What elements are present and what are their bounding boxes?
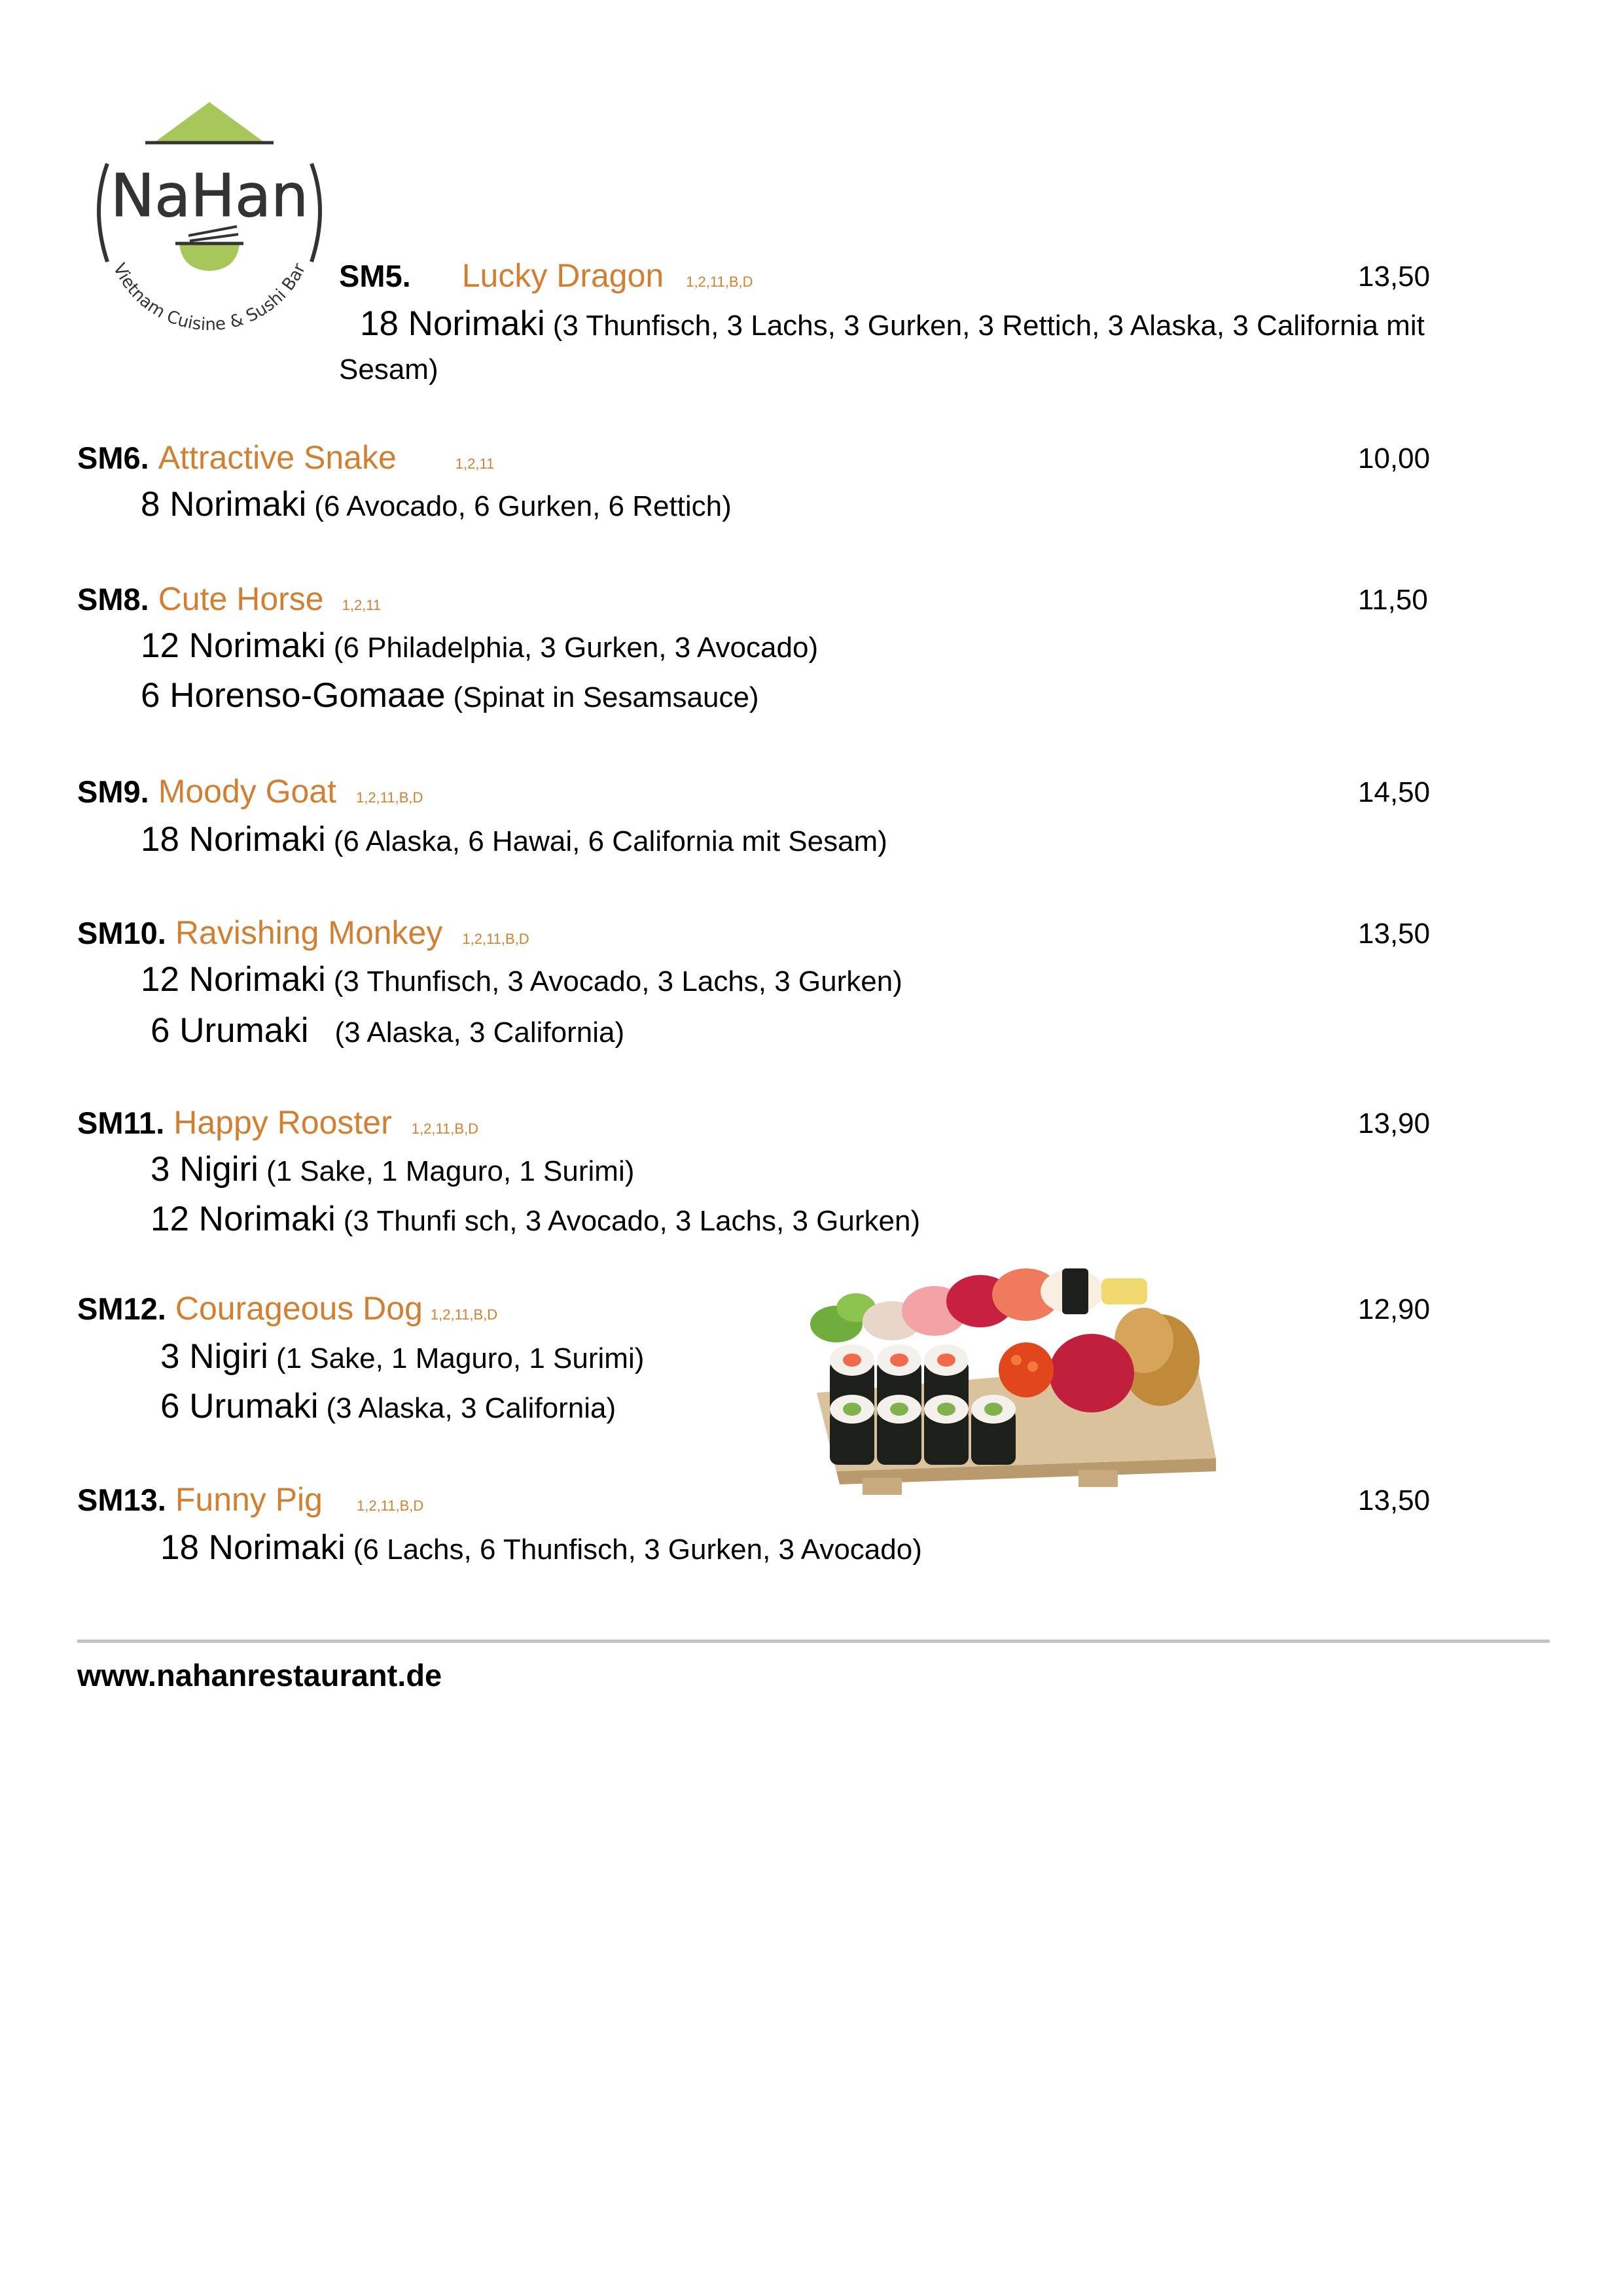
item-detail: (3 Thunfi sch, 3 Avocado, 3 Lachs, 3 Gurken)	[343, 1205, 921, 1237]
item-heading	[77, 580, 381, 618]
conical-hat-icon	[156, 102, 263, 141]
item-detail-wrap: Sesam)	[339, 353, 438, 386]
item-detail: (1 Sake, 1 Maguro, 1 Surimi)	[276, 1342, 645, 1374]
item-allergens: 1,2,11,B,D	[356, 789, 423, 806]
item-allergens: 1,2,11,B,D	[462, 931, 529, 947]
item-heading	[77, 1103, 478, 1141]
bowl-icon	[175, 226, 243, 271]
item-code: SM6	[77, 440, 141, 475]
item-name: Ravishing Monkey	[175, 914, 443, 951]
item-heading	[339, 257, 753, 295]
item-count-type: 12 Norimaki	[141, 960, 326, 999]
item-detail: (6 Alaska, 6 Hawai, 6 California mit Sesam)	[333, 825, 887, 857]
item-detail: (6 Lachs, 6 Thunfisch, 3 Gurken, 3 Avocado)	[353, 1534, 922, 1566]
item-count-type: 18 Norimaki	[160, 1528, 346, 1567]
item-dot: .	[402, 259, 411, 293]
item-allergens: 1,2,11,B,D	[411, 1121, 479, 1137]
logo-tagline: Vietnam Cuisine & Sushi Bar	[109, 260, 310, 335]
item-count-type: 6 Horenso-Gomaae	[141, 676, 446, 715]
item-count-type: 6 Urumaki	[151, 1011, 309, 1050]
item-code: SM5	[339, 259, 402, 293]
item-price: 14,50	[1358, 776, 1431, 808]
item-count-type: 6 Urumaki	[160, 1387, 319, 1426]
item-count-type: 12 Norimaki	[151, 1200, 336, 1238]
item-dot: .	[140, 582, 149, 617]
item-dot: .	[157, 1291, 166, 1326]
item-line	[151, 1149, 634, 1189]
item-allergens: 1,2,11	[455, 456, 495, 472]
item-count-type: 3 Nigiri	[151, 1150, 259, 1189]
item-line	[141, 484, 732, 524]
item-price: 12,90	[1358, 1293, 1431, 1325]
item-line	[141, 626, 818, 666]
item-dot: .	[156, 1105, 165, 1140]
item-name: Happy Rooster	[173, 1104, 392, 1141]
item-heading	[77, 772, 423, 810]
logo-name: NaHan	[110, 162, 309, 230]
item-count-type: 18 Norimaki	[141, 820, 326, 859]
item-name: Courageous Dog	[175, 1290, 423, 1327]
item-allergens: 1,2,11,B,D	[430, 1306, 498, 1323]
item-line	[151, 1011, 624, 1050]
website-link[interactable]: www.nahanrestaurant.de	[77, 1658, 442, 1693]
item-line	[160, 1386, 616, 1426]
item-count-type: 12 Norimaki	[141, 626, 326, 665]
item-detail: (3 Thunfisch, 3 Lachs, 3 Gurken, 3 Rettich, 3 Alaska, 3 California mit	[552, 310, 1425, 342]
item-dot: .	[140, 774, 149, 809]
item-code: SM12	[77, 1291, 158, 1326]
item-allergens: 1,2,11,B,D	[686, 274, 753, 290]
item-detail: (Spinat in Sesamsauce)	[453, 681, 759, 713]
item-allergens: 1,2,11,B,D	[356, 1498, 424, 1514]
item-price: 13,50	[1358, 260, 1431, 293]
item-heading	[77, 914, 529, 952]
item-line	[160, 1528, 922, 1568]
item-detail: (6 Philadelphia, 3 Gurken, 3 Avocado)	[333, 632, 819, 664]
item-price: 13,50	[1358, 918, 1431, 950]
item-name: Cute Horse	[158, 581, 324, 617]
item-detail: (3 Alaska, 3 California)	[334, 1016, 625, 1049]
item-name: Attractive Snake	[158, 439, 397, 476]
item-detail: (6 Avocado, 6 Gurken, 6 Rettich)	[314, 490, 732, 522]
item-price: 10,00	[1358, 442, 1431, 475]
item-code: SM9	[77, 774, 141, 809]
item-price: 13,90	[1358, 1107, 1431, 1139]
nahan-logo	[85, 98, 334, 347]
item-name: Lucky Dragon	[461, 257, 664, 294]
item-dot: .	[140, 440, 149, 475]
item-line	[141, 819, 887, 859]
item-name: Moody Goat	[158, 773, 337, 810]
item-count-type: 18 Norimaki	[360, 304, 545, 343]
item-code: SM10	[77, 916, 158, 950]
item-line	[141, 960, 902, 999]
item-detail: (1 Sake, 1 Maguro, 1 Surimi)	[266, 1155, 635, 1187]
item-price: 13,50	[1358, 1484, 1431, 1516]
item-code: SM13	[77, 1482, 158, 1517]
item-line	[160, 1336, 644, 1376]
item-code: SM11	[77, 1105, 156, 1140]
item-detail: (3 Thunfisch, 3 Avocado, 3 Lachs, 3 Gurken)	[333, 965, 902, 997]
item-dot: .	[157, 1482, 166, 1517]
sushi-platter-image	[804, 1262, 1222, 1498]
item-code: SM8	[77, 582, 141, 617]
item-price: 11,50	[1358, 584, 1428, 616]
item-detail: (3 Alaska, 3 California)	[326, 1392, 616, 1424]
item-allergens: 1,2,11	[342, 597, 382, 613]
item-dot: .	[157, 916, 166, 950]
item-count-type: 8 Norimaki	[141, 485, 307, 524]
item-heading	[77, 1289, 497, 1327]
item-line	[141, 675, 759, 715]
footer-divider	[77, 1640, 1550, 1643]
item-name: Funny Pig	[175, 1481, 323, 1518]
svg-text:Vietnam Cuisine & Sushi Bar	[109, 260, 310, 335]
item-heading	[77, 1480, 423, 1518]
item-line	[151, 1199, 920, 1239]
item-heading	[77, 439, 494, 476]
item-count-type: 3 Nigiri	[160, 1337, 268, 1376]
item-line	[360, 304, 1425, 344]
